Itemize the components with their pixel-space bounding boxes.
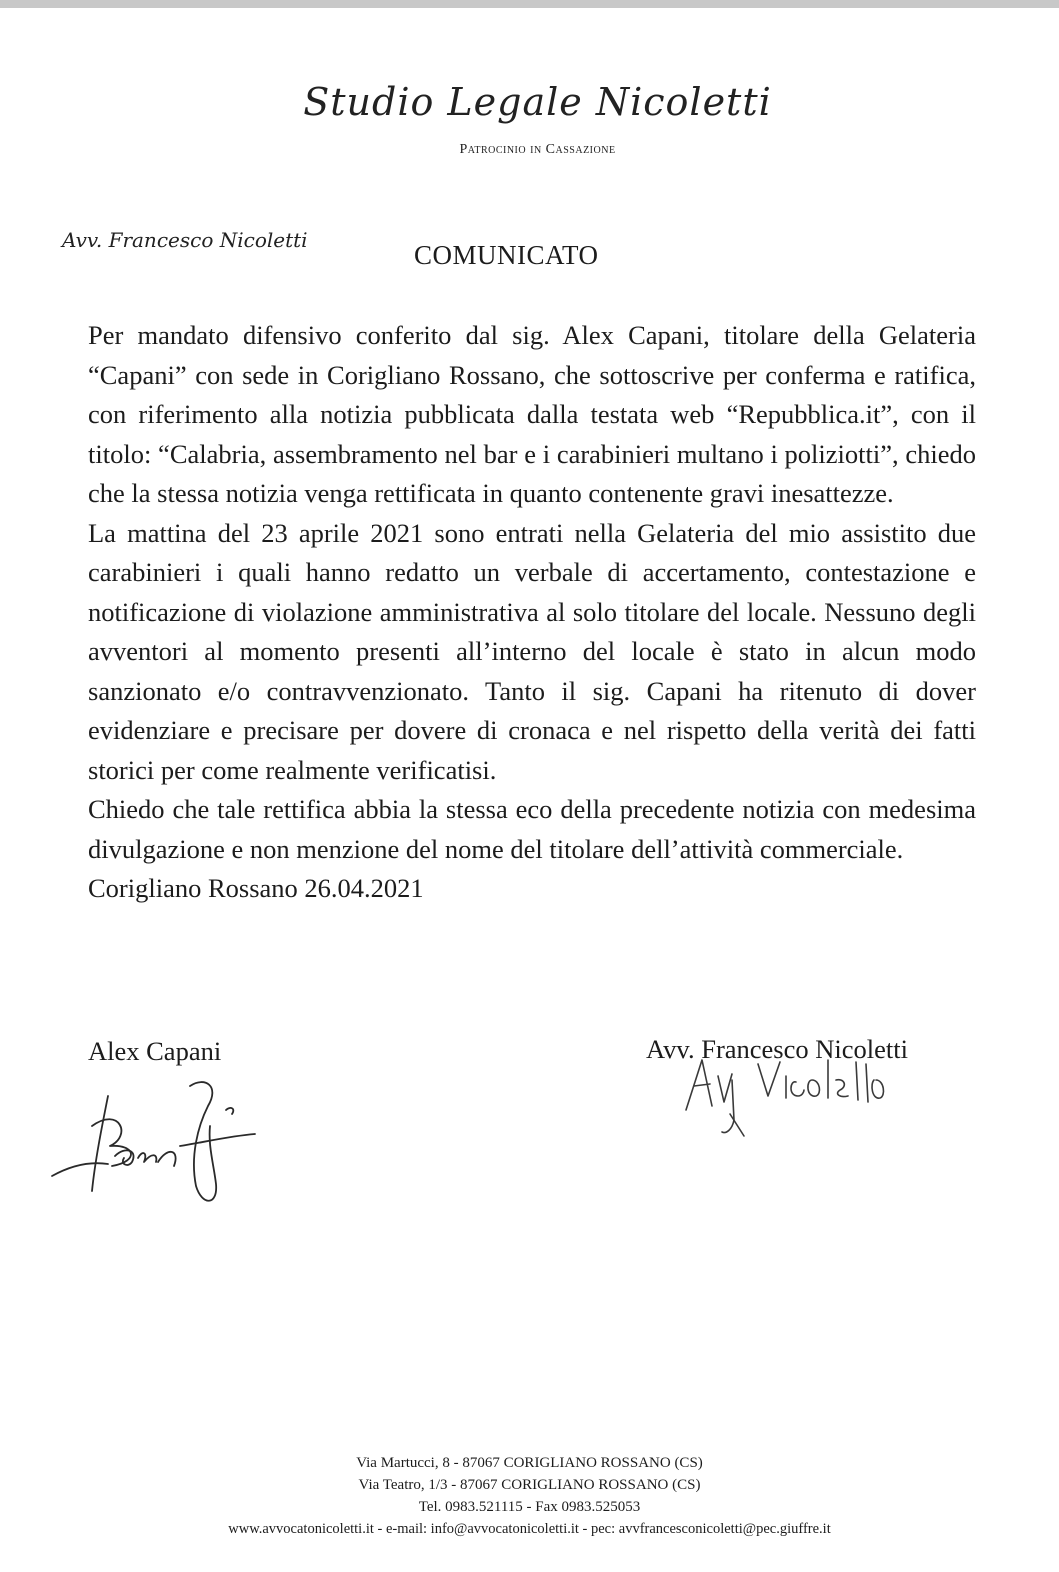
lawyer-signature-icon bbox=[672, 1040, 912, 1140]
signatory-lawyer-name: Avv. Francesco Nicoletti bbox=[646, 1034, 908, 1064]
footer-phones: Tel. 0983.521115 - Fax 0983.525053 bbox=[418, 1499, 641, 1515]
document-body bbox=[88, 316, 976, 909]
top-border-strip bbox=[0, 0, 1059, 8]
letterhead-footer bbox=[0, 1452, 1059, 1540]
footer-address-1: Via Martucci, 8 - 87067 CORIGLIANO ROSSANO (CS) bbox=[356, 1455, 703, 1471]
signatory-client-name: Alex Capani bbox=[88, 1036, 222, 1066]
footer-address-2: Via Teatro, 1/3 - 87067 CORIGLIANO ROSSANO (CS) bbox=[358, 1477, 701, 1493]
letterhead-studio-name: Studio Legale Nicoletti bbox=[303, 80, 772, 124]
paragraph-request: Chiedo che tale rettifica abbia la stessa eco della precedente notizia con medesima divulgazione e non menzione del nome del titolare dell’attività commerciale. bbox=[88, 794, 976, 864]
client-signature-icon bbox=[40, 1066, 280, 1216]
footer-web-contacts: www.avvocatonicoletti.it - e-mail: info@avvocatonicoletti.it - pec: avvfrancesconicoletti@pec.giuffre.it bbox=[228, 1521, 831, 1537]
paragraph-facts: La mattina del 23 aprile 2021 sono entrati nella Gelateria del mio assistito due carabinieri i quali hanno redatto un verbale di accertamento, contestazione e notificazione di violazione amministrativa al solo titolare del locale. Nessuno degli avventori al momento presenti all’interno del locale è stato in alcun modo sanzionato e/o contravvenzionato. Tanto il sig. Capani ha ritenuto di dover evidenziare e precisare per dovere di cronaca e nel rispetto della verità dei fatti storici per come realmente verificatisi. bbox=[88, 517, 976, 785]
lawyer-heading: Avv. Francesco Nicoletti bbox=[62, 228, 308, 252]
letterhead-subtitle: Patrocinio in Cassazione bbox=[459, 142, 616, 157]
place-date: Corigliano Rossano 26.04.2021 bbox=[88, 873, 424, 903]
paragraph-mandate: Per mandato difensivo conferito dal sig. Alex Capani, titolare della Gelateria “Capani” con sede in Corigliano Rossano, che sottoscrive per conferma e ratifica, con riferimento alla notizia pubblicata dalla testata web “Repubblica.it”, con il titolo: “Calabria, assembramento nel bar e i carabinieri multano i poliziotti”, chiedo che la stessa notizia venga rettificata in quanto contenente gravi inesattezze. bbox=[88, 320, 976, 508]
document-title: COMUNICATO bbox=[414, 240, 599, 270]
